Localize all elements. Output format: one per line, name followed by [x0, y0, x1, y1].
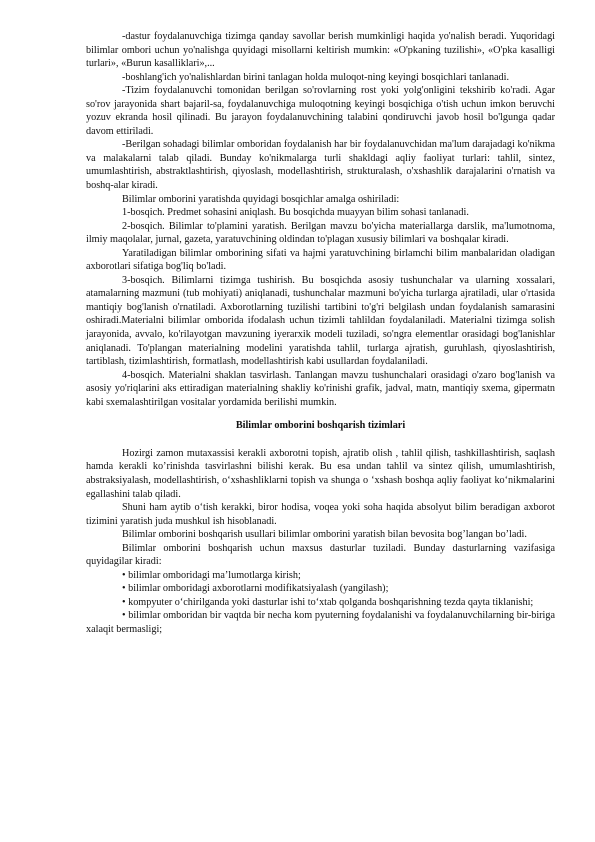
top-section [86, 30, 555, 409]
paragraph: 2-bosqich. Bilimlar to'plamini yaratish. Berilgan mavzu bo'yicha materiallarga darslik, ma'lumotnoma, ilmiy maqolalar, jurnal, gazeta, yaratuvchining oldindan to'plagan xususiy bilimlari va boshqalar kiradi. [86, 220, 555, 246]
paragraph: -dastur foydalanuvchiga tizimga qanday savollar berish mumkinligi haqida yo'nalish beradi. Yuqoridagi bilimlar ombori uchun yo'nalishga quyidagi misollarni keltirish mumkin: «O'pkaning tuzilishi», «O'pka kasalligi turlari», «Burun kasalliklari»,... [86, 31, 555, 70]
bottom-section [86, 447, 555, 637]
paragraph: 1-bosqich. Predmet sohasini aniqlash. Bu bosqichda muayyan bilim sohasi tanlanadi. [122, 207, 469, 219]
paragraph: Bilimlar omborini boshqarish usullari bilimlar omborini yaratish bilan bevosita bog’langan bo’ladi. [122, 529, 527, 541]
section-title: Bilimlar omborini boshqarish tizimlari [235, 420, 406, 432]
bullet-item: • bilimlar omboridan bir vaqtda bir necha kom pyuterning foydalanishi va foydalanuvchilarning bir-biriga xalaqit bermasligi; [86, 610, 555, 635]
paragraph: -Tizim foydalanuvchi tomonidan berilgan so'rovlarning rost yoki yolg'onligini tekshirib ko'radi. Agar so'rov jarayonida shart bajaril-sa, foydalanuvchiga muloqotning keyingi bosqichiga o'tish uchun imkon beruvchi yozuv ekranda hosil qilinadi. Bu jarayon foydalanuvchining talabini qondiruvchi javob hosil bo'lgunga qadar davom ettiriladi. [86, 85, 555, 137]
paragraph: -Berilgan sohadagi bilimlar omboridan foydalanish har bir foydalanuvchidan ma'lum darajadagi ko'nikma va malakalarni talab qiladi. Bunday ko'nikmalarga turli shakldagi aqliy faoliyat turlari: tahlil, sintez, umumlashtirish, abstraktlashtirish, qiyoslash, modellashtirish, strukturalash, o'xshashlik darajalarini o'rnatish va boshq-alar kiradi. [86, 139, 555, 192]
paragraph: Bilimlar omborini yaratishda quyidagi bosqichlar amalga oshiriladi: [122, 193, 400, 205]
paragraph: -boshlang'ich yo'nalishlardan birini tanlagan holda muloqot-ning keyingi bosqichlari tanlanadi. [122, 71, 510, 83]
paragraph: Bilimlar omborini boshqarish uchun maxsus dasturlar tuziladi. Bunday dasturlarning vazifasiga quyidagilar kiradi: [86, 542, 555, 568]
paragraph: 4-bosqich. Materialni shaklan tasvirlash. Tanlangan mavzu tushunchalari orasidagi o'zaro bog'lanish va asosiy yo'riqlarini aks ettiradigan materialning shakliy ko'rinishi grafik, jadval, matn, mantiqiy sxema, gipermatn kabi sxemalashtirilgan vositalar yordamida berilishi mumkin. [86, 369, 555, 408]
bullet-item: • bilimlar omboridagi ma’lumotlarga kirish; [122, 569, 301, 581]
bullet-item: • bilimlar omboridagi axborotlarni modifikatsiyalash (yangilash); [122, 583, 389, 595]
paragraph: Hozirgi zamon mutaxassisi kerakli axborotni topish, ajratib olish , tahlil qilish, tashkillashtirish, saqlash hamda kerakli ko’rinishda tasvirlashni bilishi kerak. Bu esa undan tahlil va sintez qilish, umumlashtirish, abstraksiyalash, modellashtirish, o‘xshashliklarni topish va shunga o ‘xshash boshqa aqliy faoliyat ko‘nikmalarini egallashini talab qiladi. [86, 447, 555, 500]
paragraph: Yaratiladigan bilimlar omborining sifati va hajmi yaratuvchining birlamchi bilim manbalaridan oladigan axborotlari sifatiga bog'liq bo'ladi. [86, 247, 555, 273]
paragraph: 3-bosqich. Bilimlarni tizimga tushirish. Bu bosqichda asosiy tushunchalar va ularning xossalari, atamalarning mazmuni (tub mohiyati) aniqlanadi, tushunchalar mazmuni bo'yicha turlarga ajratiladi, ular o'rtasida mantiqiy bog'lanish o'rnatiladi. Axborotlarning tuzilishi tartibini to'g'ri belgilash undan foydalanish samarasini oshiradi.Materialni bilimlar omborida ifodalash uchun tizimli tahlildan foydalaniladi. Materialni tizimga solish jarayonida, avvalo, ko'rilayotgan mavzuning iyerarxik modeli tuziladi, so'ngra elementlar orasidagi bog'lanishlar aniqlanadi. To'plangan materialning modelini yaratishda tahlil, turlarga ajratish, guruhlash, qiyoslashtirish, tartiblash, tizimlashtirish, formatlash, modellashtirish kabi usullardan foydalaniladi. [86, 274, 555, 368]
bullet-item: • kompyuter o‘chirilganda yoki dasturlar ishi to‘xtab qolganda boshqarishning tezda qayta tiklanishi; [122, 596, 534, 608]
paragraph: Shuni ham aytib o‘tish kerakki, biror hodisa, voqea yoki soha haqida absolyut bilim beradigan axborot tizimini yaratish juda mushkul ish hisoblanadi. [86, 502, 555, 527]
